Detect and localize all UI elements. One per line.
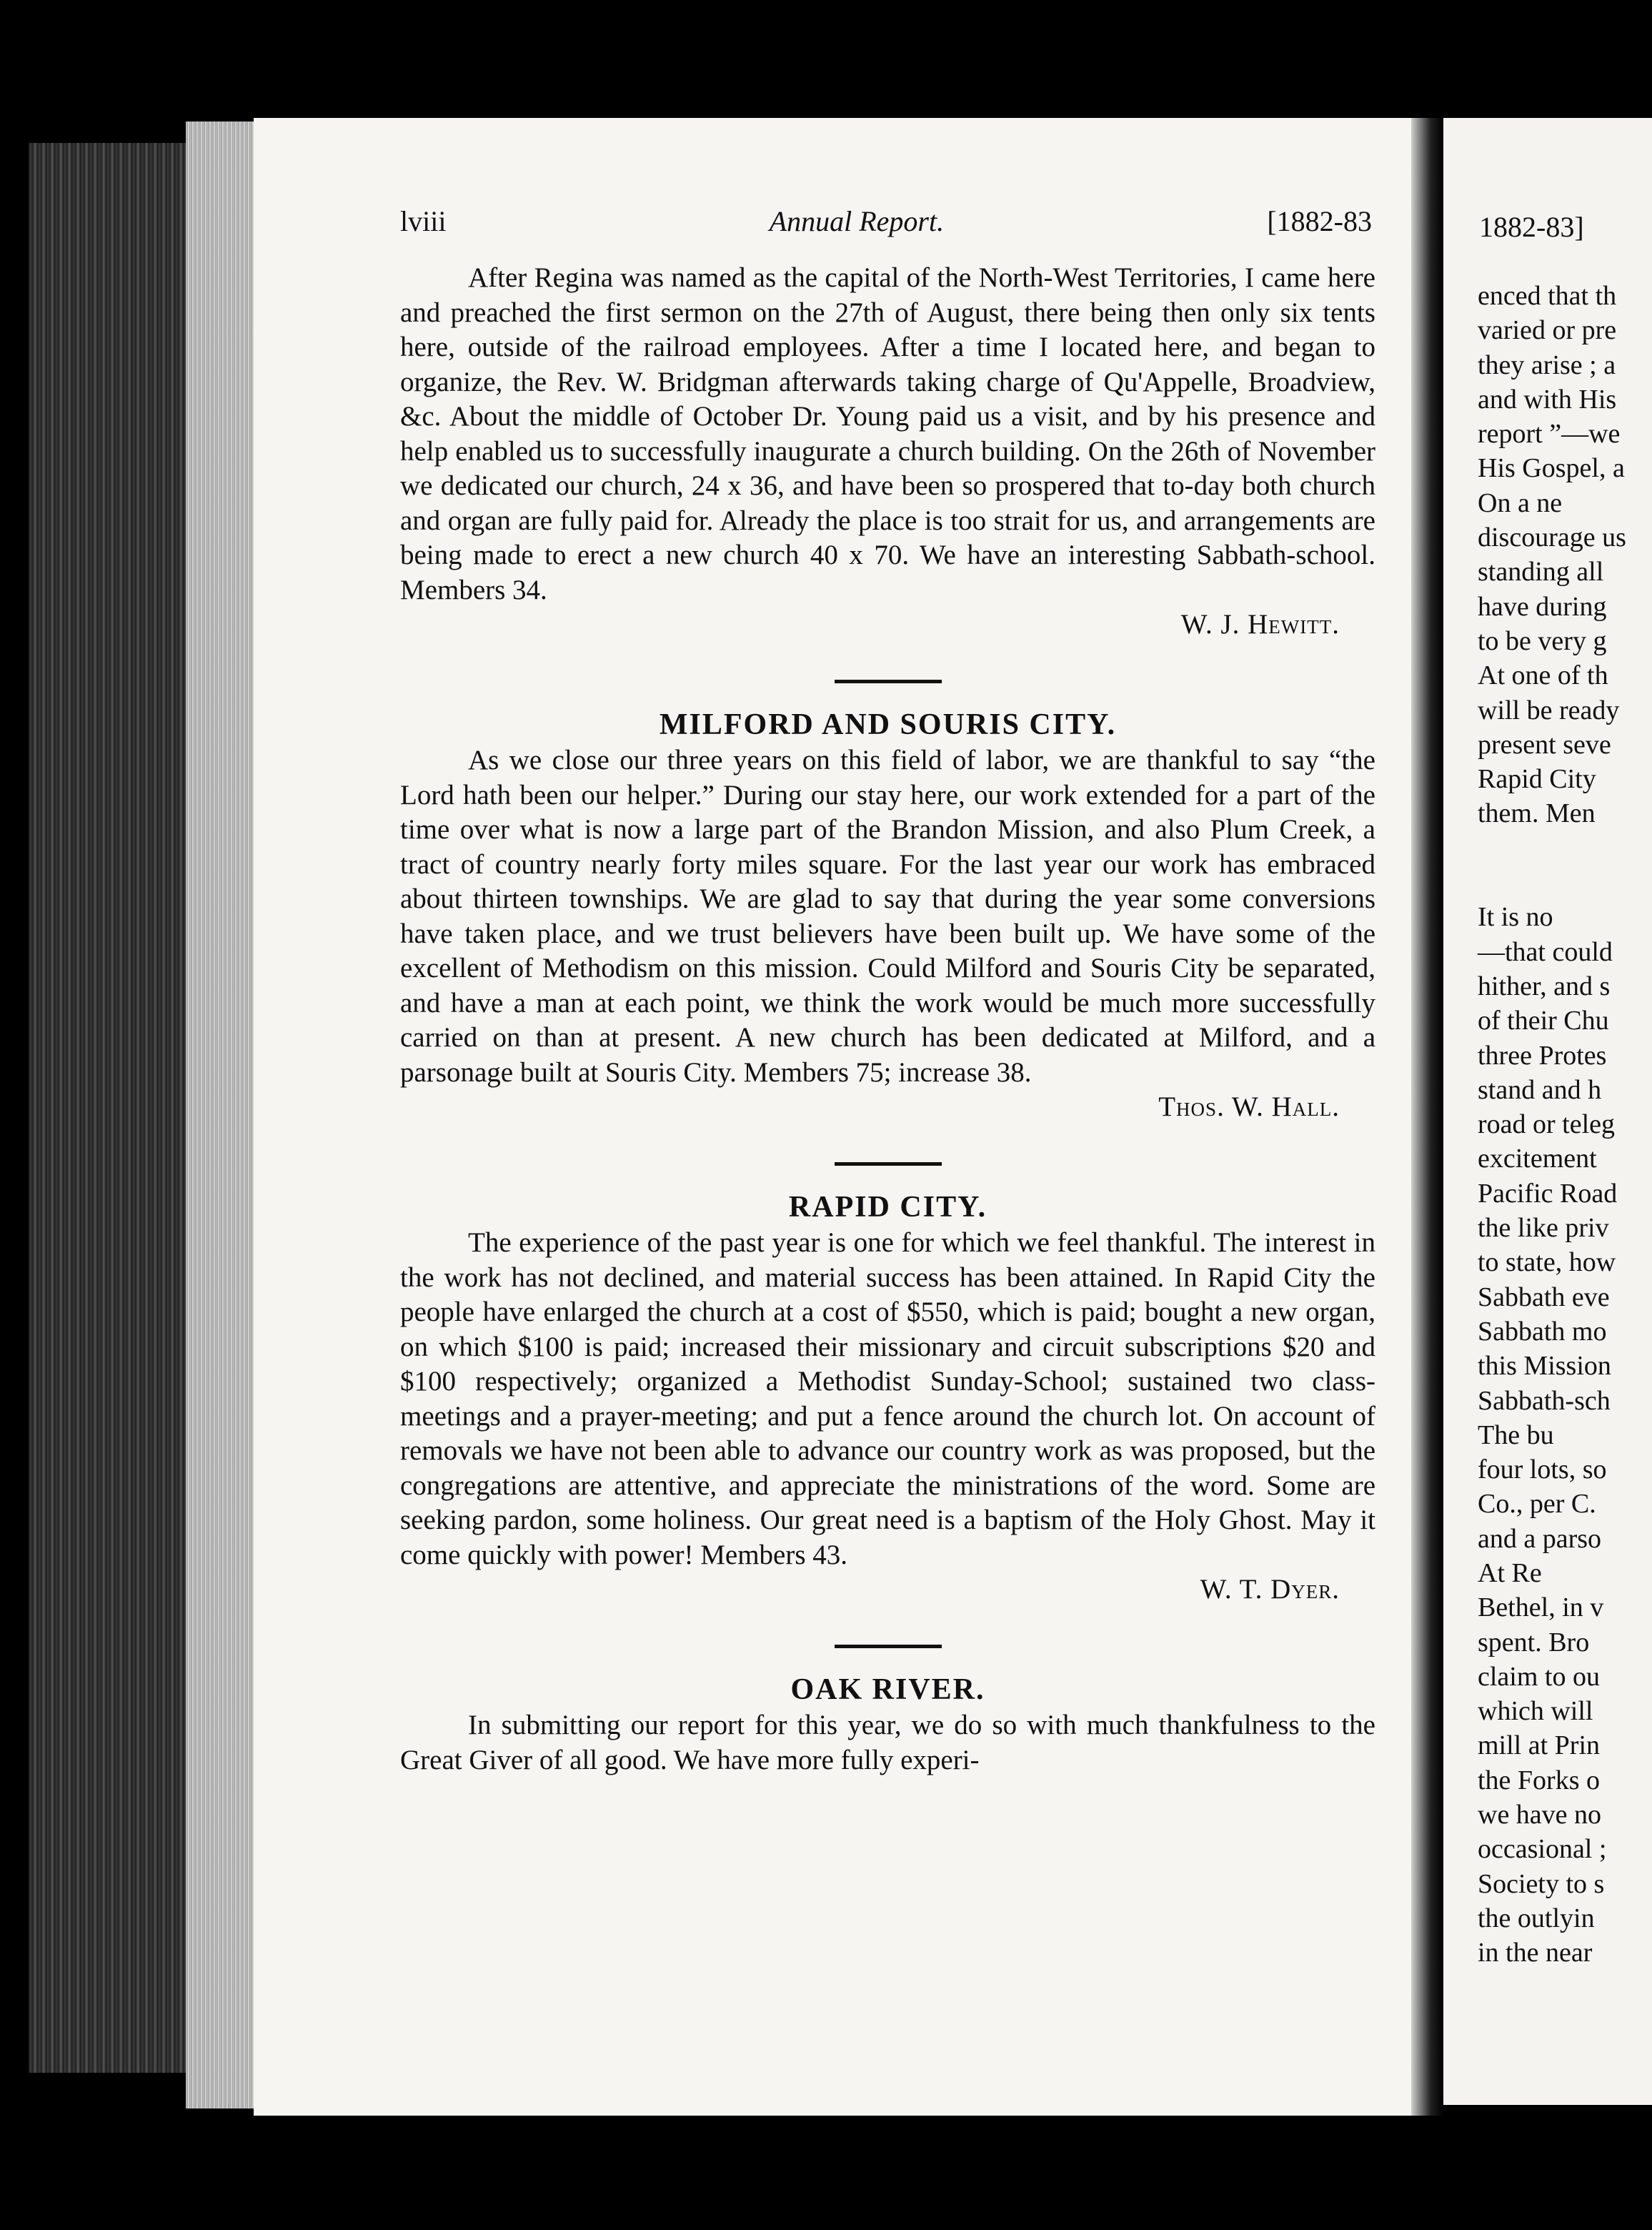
right-page-line: Sabbath eve bbox=[1478, 1282, 1610, 1312]
right-page-line: hither, and s bbox=[1478, 971, 1611, 1001]
right-page-line: to state, how bbox=[1478, 1247, 1616, 1278]
year-range: [1882-83 bbox=[1267, 205, 1372, 237]
right-page-line: Co., per C. bbox=[1478, 1489, 1596, 1520]
right-page-line: road or teleg bbox=[1478, 1109, 1616, 1140]
right-page-line: and a parso bbox=[1478, 1523, 1602, 1554]
right-page-line: Bethel, in v bbox=[1478, 1592, 1604, 1623]
right-page-line: mill at Prin bbox=[1478, 1730, 1600, 1761]
right-page-line: On a ne bbox=[1478, 487, 1563, 518]
right-page-line: the Forks o bbox=[1478, 1765, 1600, 1795]
right-page-line: the outlyin bbox=[1478, 1903, 1595, 1933]
right-page-line: Pacific Road bbox=[1478, 1178, 1618, 1209]
right-page-line: which will bbox=[1478, 1696, 1593, 1727]
right-page-line: will be ready bbox=[1478, 695, 1620, 725]
right-page-line: discourage us bbox=[1478, 522, 1626, 553]
right-page-line: It is no bbox=[1478, 902, 1553, 933]
right-page-line: Society to s bbox=[1478, 1868, 1605, 1899]
section-divider bbox=[835, 1162, 942, 1166]
right-page-line: varied or pre bbox=[1478, 315, 1617, 346]
intro-paragraph: After Regina was named as the capital of the North-West Territories, I came here and preached the first sermon on the 27th of August, there being then only six tents here, outside of the railroad employees. After a time I located here, and began to organize, the Rev. W. Bridgman afterwards taking charge of Qu'Appelle, Broadview, &c. About the middle of October Dr. Young paid us a visit, and by his presence and help enabled us to successfully inaugurate a church building. On the 26th of November we dedicated our church, 24 x 36, and have been so prospered that to-day both church and organ are fully paid for. Already the place is too strait for us, and arrangements are being made to erect a new church 40 x 70. We have an interesting Sabbath-school. Members 34. bbox=[400, 262, 1375, 605]
section-divider bbox=[835, 1645, 942, 1648]
right-page-line: we have no bbox=[1478, 1800, 1602, 1830]
right-page-line: three Protes bbox=[1478, 1040, 1607, 1071]
section-body: As we close our three years on this field of labor, we are thankful to say “the Lord hath been our helper.” During our stay here, our work extended for a part of the time over what is now a large part of the Brandon Mission, and also Plum Creek, a tract of country nearly forty miles square. For the last year our work has embraced about thirteen townships. We are glad to say that during the year some conversions have taken place, and we trust believers have been built up. We have some of the excellent of Methodism on this mission. Could Milford and Souris City be separated, and have a man at each point, we think the work would be much more successfully carried on than at present. A new church has been dedicated at Milford, and a parsonage built at Souris City. Members 75; increase 38. bbox=[400, 745, 1375, 1088]
right-page-line: At Re bbox=[1478, 1557, 1542, 1588]
right-page-line: Sabbath mo bbox=[1478, 1316, 1607, 1347]
right-page-line: His Gospel, a bbox=[1478, 453, 1625, 484]
page-number: lviii bbox=[400, 205, 447, 237]
section-heading: OAK RIVER. bbox=[790, 1672, 985, 1706]
section-divider bbox=[835, 680, 942, 683]
right-page-line: The bu bbox=[1478, 1419, 1554, 1450]
section-heading: RAPID CITY. bbox=[788, 1190, 987, 1224]
book-gutter bbox=[1411, 118, 1443, 2116]
right-page-line bbox=[1478, 866, 1652, 900]
right-page-text bbox=[1478, 279, 1652, 1971]
book-page-edges-light bbox=[186, 122, 264, 2108]
section-body: The experience of the past year is one for which we feel thankful. The interest in the work has not declined, and material success has been attained. In Rapid City the people have enlarged the church at a cost of $550, which is paid; bought a new organ, on which $100 is paid; increased their missionary and circuit subscriptions $20 and $100 respectively; organized a Methodist Sunday-School; sustained two class-meetings and a prayer-meeting; and put a fence around the church lot. On account of removals we have not been able to advance our country work as was proposed, but the congregations are attentive, and appreciate the ministrations of the word. Some are seeking pardon, some holiness. Our great need is a baptism of the Holy Ghost. May it come quickly with power! Members 43. bbox=[400, 1227, 1375, 1570]
right-page-line: of their Chu bbox=[1478, 1006, 1609, 1036]
right-page-line: —that could bbox=[1478, 936, 1613, 967]
right-page-line: the like priv bbox=[1478, 1213, 1609, 1244]
intro-signature: W. J. Hewitt. bbox=[1180, 609, 1340, 640]
section-body: In submitting our report for this year, we do so with much thankfulness to the Great Giver of all good. We have more fully experi- bbox=[400, 1710, 1375, 1775]
right-page-line: standing all bbox=[1478, 557, 1604, 588]
section-signature: Thos. W. Hall. bbox=[1158, 1091, 1340, 1122]
right-page-line: stand and h bbox=[1478, 1074, 1602, 1105]
right-page-line bbox=[1478, 831, 1652, 866]
right-page-line: to be very g bbox=[1478, 625, 1607, 656]
right-page-line: Sabbath-sch bbox=[1478, 1385, 1611, 1416]
left-page-text bbox=[400, 261, 1375, 1778]
right-page-line: and with His bbox=[1478, 384, 1617, 415]
right-page-line: Rapid City bbox=[1478, 764, 1596, 795]
right-page-line: report ”—we bbox=[1478, 419, 1621, 450]
right-page-line: excitement bbox=[1478, 1144, 1597, 1174]
right-page-line: claim to ou bbox=[1478, 1661, 1600, 1692]
right-page-line: this Mission bbox=[1478, 1351, 1611, 1382]
right-page-line: four lots, so bbox=[1478, 1455, 1607, 1485]
right-page-line: enced that th bbox=[1478, 281, 1617, 311]
section-signature: W. T. Dyer. bbox=[1200, 1574, 1340, 1605]
right-page-line: have during bbox=[1478, 591, 1607, 622]
section-heading: MILFORD AND SOURIS CITY. bbox=[659, 708, 1117, 741]
right-page-header: 1882-83] bbox=[1479, 211, 1584, 243]
left-page-header bbox=[400, 204, 1372, 238]
right-page-line: At one of th bbox=[1478, 660, 1608, 691]
right-page-line: present seve bbox=[1478, 729, 1611, 760]
running-title: Annual Report. bbox=[769, 205, 945, 237]
right-page-line: they arise ; a bbox=[1478, 350, 1616, 380]
right-page-line: spent. Bro bbox=[1478, 1627, 1590, 1657]
right-page-line: in the near bbox=[1478, 1938, 1593, 1968]
right-page-line: them. Men bbox=[1478, 798, 1596, 829]
right-page-line: occasional ; bbox=[1478, 1834, 1607, 1865]
